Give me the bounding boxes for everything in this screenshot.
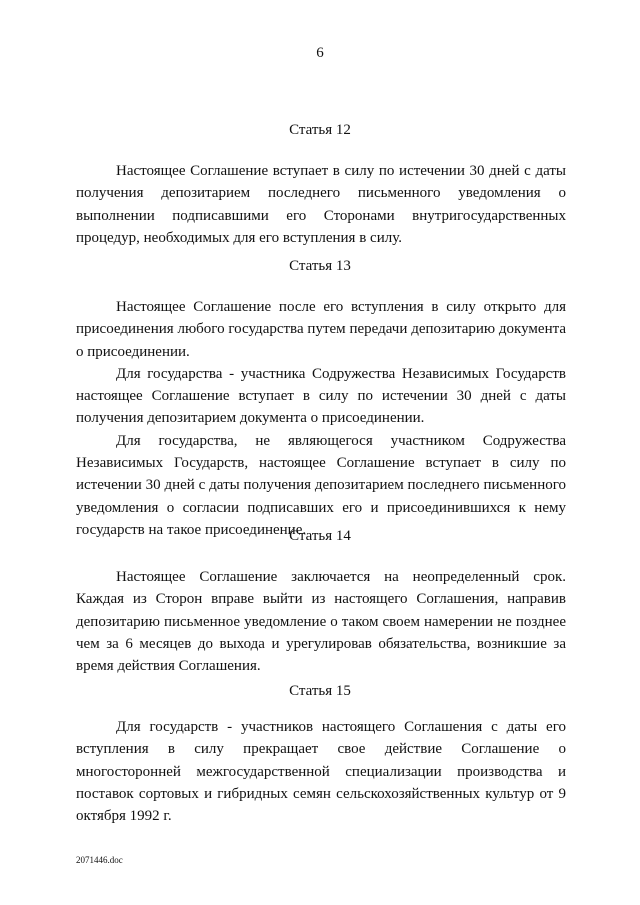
article-15-body: [76, 716, 566, 827]
document-filename: 2071446.doc: [76, 855, 123, 865]
article-15-paragraph-1: Для государств - участников настоящего Соглашения с даты его вступления в силу прекращает свое действие Соглашение о многосторонней межгосударственной специализации производства и поставок сортовых и гибридных семян сельскохозяйственных культур от 9 октября 1992 г.: [76, 719, 566, 825]
article-14-heading: Статья 14: [289, 528, 351, 544]
article-12-heading: Статья 12: [289, 122, 351, 138]
article-13-body: [76, 296, 566, 541]
article-15-heading: Статья 15: [289, 683, 351, 699]
article-13-paragraph-3: Для государства, не являющегося участником Содружества Независимых Государств, настоящее Соглашение вступает в силу по истечении 30 дней с даты получения депозитарием последнего письменного уведомления о согласии подписавших его и присоединившихся к нему государств на такое присоединение.: [76, 432, 566, 538]
article-13-paragraph-1: Настоящее Соглашение после его вступления в силу открыто для присоединения любого государства путем передачи депозитарию документа о присоединении.: [76, 299, 566, 360]
article-12-paragraph-1: Настоящее Соглашение вступает в силу по истечении 30 дней с даты получения депозитарием последнего письменного уведомления о выполнении подписавшими его Сторонами внутригосударственных процедур, необходимых для его вступления в силу.: [76, 163, 566, 246]
article-13-heading: Статья 13: [289, 258, 351, 274]
article-12-body: [76, 160, 566, 249]
article-14-body: [76, 566, 566, 677]
article-14-paragraph-1: Настоящее Соглашение заключается на неопределенный срок. Каждая из Сторон вправе выйти из настоящего Соглашения, направив депозитарию письменное уведомление о таком своем намерении не позднее чем за 6 месяцев до выхода и урегулировав обязательства, возникшие за время действия Соглашения.: [76, 569, 566, 675]
article-13-paragraph-2: Для государства - участника Содружества Независимых Государств настоящее Соглашение вступает в силу по истечении 30 дней с даты получения депозитарием документа о присоединении.: [76, 365, 566, 427]
page-number: 6: [316, 45, 324, 61]
